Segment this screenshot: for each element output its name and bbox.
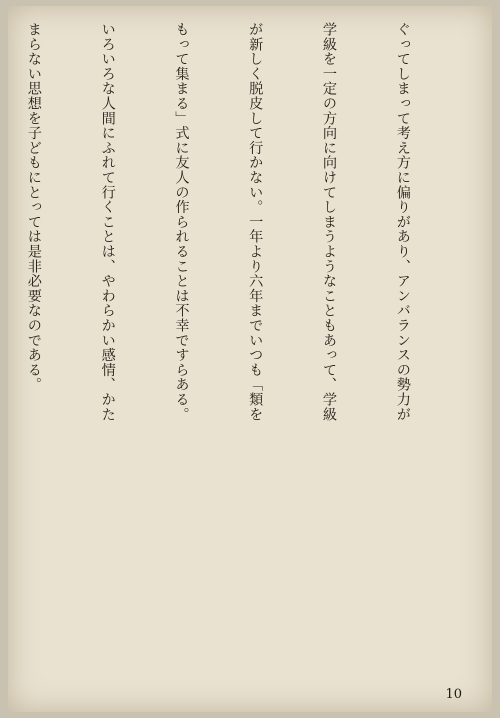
text-column: いろいろな人間にふれて行くことは、やわらかい感情、かた — [99, 22, 116, 422]
book-page — [8, 6, 492, 712]
vertical-text-body — [0, 22, 464, 650]
text-column: 学級を一定の方向に向けてしまうようなこともあって、学級 — [321, 22, 338, 422]
text-column: もって集まる」式に友人の作られることは不幸ですらある。 — [173, 22, 190, 422]
text-column: ぐってしまって考え方に偏りがあり、アンバランスの勢力が — [394, 22, 411, 422]
text-column: まらない思想を子どもにとっては是非必要なのである。 — [25, 22, 42, 392]
page-number: 10 — [445, 687, 462, 702]
text-column: が新しく脱皮して行かない。一年より六年までいつも「類を — [247, 22, 264, 422]
